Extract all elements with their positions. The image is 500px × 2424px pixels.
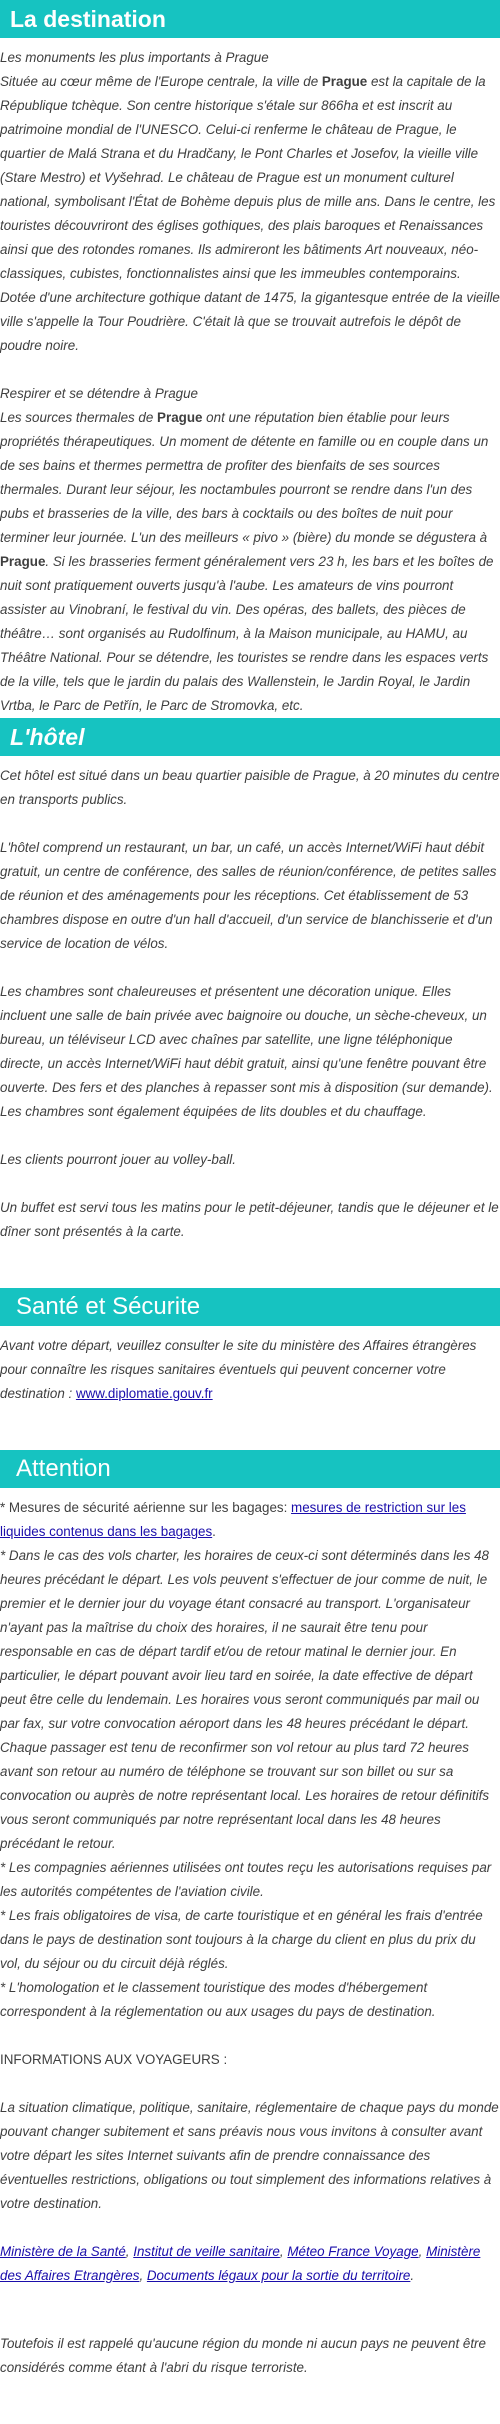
section-title-destination: La destination bbox=[0, 0, 500, 38]
diplomatie-link[interactable]: www.diplomatie.gouv.fr bbox=[75, 1386, 213, 1401]
destination-section bbox=[0, 38, 500, 718]
attention-item-fees: * Les frais obligatoires de visa, de carte touristique et en général les frais d'entrée dans le pays de destination sont toujours à la charge du client en plus du prix du vol, du séjour ou du circuit déjà réglés. bbox=[0, 1908, 483, 1971]
info-links: Ministère de la Santé, Institut de veille sanitaire, Méteo France Voyage, Ministère des Affaires Etrangères, Documents légaux pour la sortie du territoire. bbox=[0, 2244, 481, 2283]
meteo-france-link[interactable]: Méteo France Voyage bbox=[287, 2244, 419, 2259]
foreign-affairs-link[interactable]: Ministère des Affaires Etrangères bbox=[0, 2244, 481, 2283]
health-watch-institute-link[interactable]: Institut de veille sanitaire bbox=[133, 2244, 280, 2259]
info-travelers-title: INFORMATIONS AUX VOYAGEURS : bbox=[0, 2052, 228, 2067]
attention-item-charter: * Dans le cas des vols charter, les horaires de ceux-ci sont déterminés dans les 48 heures précédant le départ. Les vols peuvent s'effectuer de jour comme de nuit, le premier et le dernier jour du voyage étant consacré au transport. L'organisateur n'ayant pas la maîtrise du choix des horaires, il ne saurait être tenu pour responsable en cas de départ tardif et/ou de retour matinal le dernier jour. En particulier, le départ pouvant avoir lieu tard en soirée, la date effective de départ peut être celle du lendemain. Les horaires vous seront communiqués par mail ou par fax, sur votre convocation aéroport dans les 48 heures précédant le départ. Chaque passager est tenu de reconfirmer son vol retour au plus tard 72 heures avant son retour au numéro de téléphone se trouvant sur son billet ou sur sa convocation ou auprès de notre représentant local. Les horaires de retour définitifs vous seront communiqués par notre représentant local dans les 48 heures précédant le retour. bbox=[0, 1548, 490, 1851]
hotel-section bbox=[0, 756, 500, 1244]
terrorism-notice: Toutefois il est rappelé qu'aucune région du monde ni aucun pays ne peuvent être considérés comme étant à l'abri du risque terroriste. bbox=[0, 2336, 486, 2375]
health-ministry-link[interactable]: Ministère de la Santé bbox=[0, 2244, 126, 2259]
info-travelers-paragraph: La situation climatique, politique, sanitaire, réglementaire de chaque pays du monde pouvant changer subitement et sans préavis nous vous invitons à consulter avant votre départ les sites Internet suivants afin de prendre connaissance des éventuelles restrictions, obligations ou tout simplement des informations relatives à votre destination. bbox=[0, 2100, 499, 2211]
hotel-paragraph-sports: Les clients pourront jouer au volley-ball. bbox=[0, 1152, 236, 1167]
attention-item-airlines: * Les compagnies aériennes utilisées ont toutes reçu les autorisations requises par les autorités compétentes de l'aviation civile. bbox=[0, 1860, 492, 1899]
hotel-paragraph-rooms: Les chambres sont chaleureuses et présentent une décoration unique. Elles incluent une salle de bain privée avec baignoire ou douche, un sèche-cheveux, un bureau, un téléviseur LCD avec chaînes par satellite, une ligne téléphonique directe, un accès Internet/WiFi haut débit gratuit, ainsi qu'une fenêtre pouvant être ouverte. Des fers et des planches à repasser sont mis à disposition (sur demande). Les chambres sont également équipées de lits doubles et du chauffage. bbox=[0, 984, 493, 1119]
attention-item-accommodation: * L'homologation et le classement touristique des modes d'hébergement correspondent à la réglementation ou aux usages du pays de destination. bbox=[0, 1980, 436, 2019]
hotel-paragraph-location: Cet hôtel est situé dans un beau quartier paisible de Prague, à 20 minutes du centre en transports publics. bbox=[0, 768, 500, 807]
hotel-paragraph-facilities: L'hôtel comprend un restaurant, un bar, un café, un accès Internet/WiFi haut débit gratuit, un centre de conférence, des salles de réunion/conférence, de petites salles de réunion et des aménagements pour les réceptions. Cet établissement de 53 chambres dispose en outre d'un hall d'accueil, d'un service de blanchisserie et d'un service de location de vélos. bbox=[0, 840, 497, 951]
health-section bbox=[0, 1326, 500, 1406]
section-title-health: Santé et Sécurite bbox=[0, 1288, 500, 1326]
legal-documents-link[interactable]: Documents légaux pour la sortie du territoire bbox=[146, 2268, 411, 2283]
liquids-restriction-link[interactable]: mesures de restriction sur les liquides contenus dans les bagages bbox=[0, 1500, 466, 1539]
destination-subheading-relax: Respirer et se détendre à Prague bbox=[0, 386, 199, 401]
hotel-paragraph-meals: Un buffet est servi tous les matins pour le petit-déjeuner, tandis que le déjeuner et le dîner sont présentés à la carte. bbox=[0, 1200, 499, 1239]
health-paragraph: Avant votre départ, veuillez consulter le site du ministère des Affaires étrangères pour connaître les risques sanitaires éventuels qui peuvent concerner votre destination : www.diplomatie.gouv.fr bbox=[0, 1338, 477, 1401]
destination-paragraph-relax: Les sources thermales de Prague ont une réputation bien établie pour leurs propriétés thérapeutiques. Un moment de détente en famille ou en couple dans un de ses bains et thermes permettra de profiter des bienfaits de ses sources thermales. Durant leur séjour, les noctambules pourront se rendre dans l'un des pubs et brasseries de la ville, des bars à cocktails ou des boîtes de nuit pour terminer leur journée. L'un des meilleurs « pivo » (bière) du monde se dégustera à Prague. Si les brasseries ferment généralement vers 23 h, les bars et les boîtes de nuit sont pratiquement ouverts jusqu'à l'aube. Les amateurs de vins pourront assister au Vinobraní, le festival du vin. Des opéras, des ballets, des pièces de théâtre… sont organisés au Rudolfinum, à la Maison municipale, au HAMU, au Théâtre National. Pour se détendre, les touristes se rendre dans les espaces verts de la ville, tels que le jardin du palais des Wallenstein, le Jardin Royal, le Jardin Vrtba, le Parc de Petřín, le Parc de Stromovka, etc. bbox=[0, 410, 494, 713]
section-title-hotel: L'hôtel bbox=[0, 718, 500, 756]
section-title-attention: Attention bbox=[0, 1450, 500, 1488]
destination-subheading-monuments: Les monuments les plus importants à Prague bbox=[0, 50, 269, 65]
destination-paragraph-monuments: Située au cœur même de l'Europe centrale, la ville de Prague est la capitale de la République tchèque. Son centre historique s'étale sur 866ha et est inscrit au patrimoine mondial de l'UNESCO. Celui-ci renferme le château de Prague, le quartier de Malá Strana et du Hradčany, le Pont Charles et Josefov, la vieille ville (Stare Mestro) et Vyšehrad. Le château de Prague est un monument culturel national, symbolisant l'État de Bohème depuis plus de mille ans. Dans le centre, les touristes découvriront des églises gothiques, des plais baroques et Renaissances ainsi que des rotondes romanes. Ils admireront les bâtiments Art nouveaux, néo-classiques, cubistes, fonctionnalistes ainsi que les immeubles contemporains. Dotée d'une architecture gothique datant de 1475, la gigantesque entrée de la vieille ville s'appelle la Tour Poudrière. C'était là que se trouvait autrefois le dépôt de poudre noire. bbox=[0, 74, 500, 353]
attention-section bbox=[0, 1488, 500, 2380]
attention-item-luggage: * Mesures de sécurité aérienne sur les bagages: mesures de restriction sur les liquides contenus dans les bagages. bbox=[0, 1500, 466, 1539]
